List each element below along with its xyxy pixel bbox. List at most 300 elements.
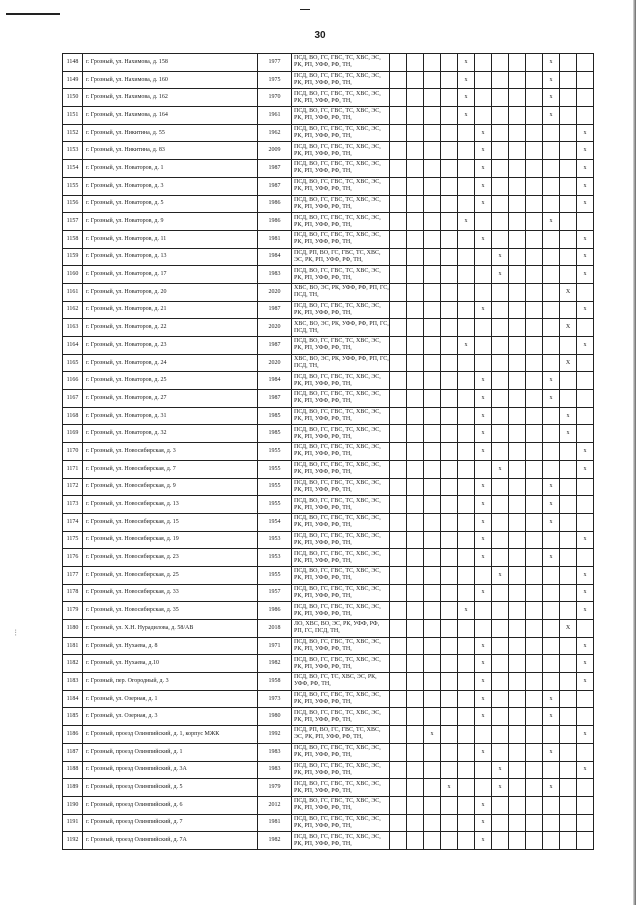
mark-cell [560, 726, 577, 744]
mark-cell [492, 796, 509, 814]
mark-cell: x [475, 160, 492, 178]
row-number-cell: 1172 [63, 478, 83, 496]
year-cell: 1957 [258, 584, 292, 602]
mark-cell [543, 266, 560, 284]
mark-cell [560, 372, 577, 390]
mark-cell [560, 690, 577, 708]
services-cell: ПСД, ВО, ГС, ГВС, ТС, ХВС, ЭС, РК, РП, УФФ, РФ, ТН, [292, 266, 390, 284]
table-row [63, 372, 594, 390]
mark-cell [560, 142, 577, 160]
services-cell: ПСД, ВО, ГС, ГВС, ТС, ХВС, ЭС, РК, РП, УФФ, РФ, ТН, [292, 54, 390, 72]
mark-cell [458, 177, 475, 195]
mark-cell [407, 337, 424, 355]
mark-cell: x [543, 478, 560, 496]
mark-cell [407, 266, 424, 284]
address-cell: г. Грозный, ул. Новаторов, д. 20 [83, 283, 258, 301]
year-cell: 1977 [258, 54, 292, 72]
mark-cell [492, 107, 509, 125]
mark-cell [407, 160, 424, 178]
mark-cell [390, 478, 407, 496]
year-cell: 1986 [258, 213, 292, 231]
services-cell: ПСД, ВО, ГС, ГВС, ТС, ХВС, ЭС, РК, РП, УФФ, РФ, ТН, [292, 814, 390, 832]
mark-cell [492, 160, 509, 178]
mark-cell: x [543, 779, 560, 797]
services-cell: ПСД, ВО, ГС, ГВС, ТС, ХВС, ЭС, РК, РП, УФФ, РФ, ТН, [292, 690, 390, 708]
mark-cell [458, 708, 475, 726]
mark-cell [407, 283, 424, 301]
row-number-cell: 1150 [63, 89, 83, 107]
mark-cell [509, 354, 526, 372]
mark-cell [509, 796, 526, 814]
mark-cell: x [458, 602, 475, 620]
mark-cell [526, 54, 543, 72]
address-cell: г. Грозный, ул. Х.Н. Нурадилова, д. 58/АВ [83, 620, 258, 638]
table-row [63, 319, 594, 337]
row-number-cell: 1154 [63, 160, 83, 178]
mark-cell: x [475, 513, 492, 531]
mark-cell [577, 620, 594, 638]
mark-cell [577, 372, 594, 390]
mark-cell [526, 160, 543, 178]
row-number-cell: 1164 [63, 337, 83, 355]
row-number-cell: 1166 [63, 372, 83, 390]
mark-cell [407, 213, 424, 231]
mark-cell: x [543, 496, 560, 514]
address-cell: г. Грозный, ул. Новаторов, д. 13 [83, 248, 258, 266]
mark-cell [509, 620, 526, 638]
mark-cell [577, 814, 594, 832]
row-number-cell: 1191 [63, 814, 83, 832]
address-cell: г. Грозный, ул. Новосибирская, д. 23 [83, 549, 258, 567]
mark-cell [509, 443, 526, 461]
mark-cell: x [577, 655, 594, 673]
mark-cell [458, 549, 475, 567]
mark-cell [560, 531, 577, 549]
mark-cell [441, 708, 458, 726]
mark-cell [458, 283, 475, 301]
mark-cell [560, 655, 577, 673]
mark-cell [458, 478, 475, 496]
mark-cell [424, 319, 441, 337]
mark-cell [492, 337, 509, 355]
address-cell: г. Грозный, ул. Новаторов, д. 9 [83, 213, 258, 231]
mark-cell [458, 796, 475, 814]
mark-cell [509, 673, 526, 691]
mark-cell [577, 496, 594, 514]
mark-cell [526, 743, 543, 761]
mark-cell: x [475, 372, 492, 390]
mark-cell [560, 54, 577, 72]
row-number-cell: 1169 [63, 425, 83, 443]
row-number-cell: 1159 [63, 248, 83, 266]
year-cell: 2018 [258, 620, 292, 638]
mark-cell: X [560, 283, 577, 301]
mark-cell [390, 54, 407, 72]
mark-cell [509, 71, 526, 89]
table-row [63, 832, 594, 850]
mark-cell [577, 796, 594, 814]
mark-cell: x [543, 89, 560, 107]
mark-cell [390, 407, 407, 425]
mark-cell [407, 248, 424, 266]
mark-cell [509, 177, 526, 195]
mark-cell [390, 496, 407, 514]
mark-cell [543, 319, 560, 337]
table-row [63, 142, 594, 160]
mark-cell [492, 372, 509, 390]
mark-cell [492, 726, 509, 744]
row-number-cell: 1158 [63, 230, 83, 248]
mark-cell [390, 107, 407, 125]
housing-register-table [62, 53, 594, 850]
mark-cell [560, 337, 577, 355]
year-cell: 1955 [258, 460, 292, 478]
table-row [63, 71, 594, 89]
mark-cell: x [560, 425, 577, 443]
address-cell: г. Грозный, ул. Новосибирская, д. 15 [83, 513, 258, 531]
mark-cell: x [543, 743, 560, 761]
mark-cell [509, 460, 526, 478]
mark-cell: x [458, 71, 475, 89]
year-cell: 1984 [258, 372, 292, 390]
mark-cell [424, 301, 441, 319]
mark-cell [577, 71, 594, 89]
scan-page-edge [633, 0, 636, 905]
mark-cell [526, 584, 543, 602]
mark-cell [475, 761, 492, 779]
mark-cell [441, 531, 458, 549]
mark-cell [526, 726, 543, 744]
mark-cell [526, 478, 543, 496]
mark-cell [424, 549, 441, 567]
mark-cell [441, 832, 458, 850]
mark-cell: x [475, 301, 492, 319]
mark-cell [424, 673, 441, 691]
table-row [63, 124, 594, 142]
mark-cell [390, 726, 407, 744]
mark-cell [390, 814, 407, 832]
mark-cell [458, 443, 475, 461]
mark-cell [390, 195, 407, 213]
mark-cell [492, 743, 509, 761]
mark-cell: x [492, 460, 509, 478]
mark-cell [475, 71, 492, 89]
mark-cell [509, 283, 526, 301]
mark-cell [509, 89, 526, 107]
mark-cell [475, 726, 492, 744]
mark-cell [509, 142, 526, 160]
row-number-cell: 1179 [63, 602, 83, 620]
mark-cell [492, 195, 509, 213]
mark-cell [441, 124, 458, 142]
mark-cell [475, 779, 492, 797]
mark-cell [560, 796, 577, 814]
mark-cell [577, 743, 594, 761]
address-cell: г. Грозный, ул. Новаторов, д. 23 [83, 337, 258, 355]
row-number-cell: 1188 [63, 761, 83, 779]
mark-cell [526, 531, 543, 549]
mark-cell: x [577, 301, 594, 319]
mark-cell [577, 107, 594, 125]
mark-cell: x [458, 213, 475, 231]
year-cell: 1970 [258, 89, 292, 107]
mark-cell [407, 496, 424, 514]
mark-cell [390, 425, 407, 443]
mark-cell [543, 177, 560, 195]
address-cell: г. Грозный, пер. Огородный, д. 3 [83, 673, 258, 691]
table-row [63, 248, 594, 266]
mark-cell [560, 160, 577, 178]
year-cell: 2009 [258, 142, 292, 160]
table-row [63, 283, 594, 301]
mark-cell [407, 177, 424, 195]
mark-cell: x [543, 690, 560, 708]
mark-cell [526, 637, 543, 655]
services-cell: ПСД, ВО, ГС, ГВС, ТС, ХВС, ЭС, РК, РП, УФФ, РФ, ТН, [292, 160, 390, 178]
table-row [63, 549, 594, 567]
mark-cell [543, 637, 560, 655]
year-cell: 1980 [258, 708, 292, 726]
mark-cell [492, 124, 509, 142]
table-row [63, 637, 594, 655]
mark-cell [407, 390, 424, 408]
mark-cell [458, 814, 475, 832]
mark-cell [577, 354, 594, 372]
mark-cell [577, 407, 594, 425]
mark-cell [560, 460, 577, 478]
address-cell: г. Грозный, ул. Новаторов, д. 17 [83, 266, 258, 284]
address-cell: г. Грозный, ул. Новаторов, д. 3 [83, 177, 258, 195]
mark-cell [441, 690, 458, 708]
year-cell: 1987 [258, 390, 292, 408]
mark-cell [441, 584, 458, 602]
mark-cell: x [475, 230, 492, 248]
mark-cell [492, 425, 509, 443]
mark-cell [526, 566, 543, 584]
address-cell: г. Грозный, ул. Новосибирская, д. 7 [83, 460, 258, 478]
row-number-cell: 1178 [63, 584, 83, 602]
mark-cell [441, 248, 458, 266]
mark-cell [407, 637, 424, 655]
year-cell: 1987 [258, 160, 292, 178]
table-row [63, 726, 594, 744]
mark-cell [543, 248, 560, 266]
mark-cell [441, 655, 458, 673]
mark-cell [492, 708, 509, 726]
mark-cell [407, 620, 424, 638]
mark-cell [390, 301, 407, 319]
mark-cell [509, 248, 526, 266]
mark-cell [509, 708, 526, 726]
year-cell: 1986 [258, 195, 292, 213]
table-row [63, 160, 594, 178]
mark-cell [509, 743, 526, 761]
mark-cell [407, 301, 424, 319]
address-cell: г. Грозный, ул. Новаторов, д. 32 [83, 425, 258, 443]
mark-cell [441, 337, 458, 355]
mark-cell [390, 832, 407, 850]
mark-cell [424, 372, 441, 390]
mark-cell [441, 107, 458, 125]
services-cell: ПСД, ВО, ГС, ГВС, ТС, ХВС, ЭС, РК, РП, УФФ, РФ, ТН, [292, 796, 390, 814]
mark-cell [407, 142, 424, 160]
row-number-cell: 1161 [63, 283, 83, 301]
address-cell: г. Грозный, ул. Новаторов, д. 11 [83, 230, 258, 248]
mark-cell [458, 726, 475, 744]
mark-cell [475, 354, 492, 372]
address-cell: г. Грозный, ул. Озерная, д. 1 [83, 690, 258, 708]
mark-cell [492, 549, 509, 567]
mark-cell [390, 213, 407, 231]
mark-cell [492, 54, 509, 72]
mark-cell [543, 354, 560, 372]
mark-cell [492, 443, 509, 461]
mark-cell [543, 761, 560, 779]
mark-cell [458, 513, 475, 531]
mark-cell [509, 54, 526, 72]
mark-cell [458, 248, 475, 266]
services-cell: ПСД, ВО, ГС, ГВС, ТС, ХВС, ЭС, РК, РП, УФФ, РФ, ТН, [292, 142, 390, 160]
mark-cell [424, 814, 441, 832]
row-number-cell: 1173 [63, 496, 83, 514]
row-number-cell: 1148 [63, 54, 83, 72]
mark-cell [526, 513, 543, 531]
services-cell: ПСД, ВО, ГС, ГВС, ТС, ХВС, ЭС, РК, РП, УФФ, РФ, ТН, [292, 460, 390, 478]
mark-cell [492, 89, 509, 107]
mark-cell [543, 531, 560, 549]
year-cell: 1955 [258, 478, 292, 496]
mark-cell [543, 195, 560, 213]
mark-cell [424, 89, 441, 107]
mark-cell [560, 814, 577, 832]
mark-cell [492, 531, 509, 549]
mark-cell [492, 637, 509, 655]
services-cell: ПСД, ВО, ГС, ГВС, ТС, ХВС, ЭС, РК, РП, УФФ, РФ, ТН, [292, 213, 390, 231]
mark-cell [509, 637, 526, 655]
mark-cell [492, 602, 509, 620]
mark-cell [543, 620, 560, 638]
mark-cell: x [577, 460, 594, 478]
mark-cell [475, 283, 492, 301]
mark-cell [390, 513, 407, 531]
mark-cell [526, 690, 543, 708]
mark-cell [577, 549, 594, 567]
mark-cell [424, 690, 441, 708]
mark-cell [407, 531, 424, 549]
mark-cell: x [475, 177, 492, 195]
services-cell: ПСД, ВО, ГС, ГВС, ТС, ХВС, ЭС, РК, РП, УФФ, РФ, ТН, [292, 478, 390, 496]
mark-cell [407, 425, 424, 443]
mark-cell [526, 460, 543, 478]
mark-cell [577, 779, 594, 797]
address-cell: г. Грозный, ул. Новаторов, д. 27 [83, 390, 258, 408]
mark-cell [424, 283, 441, 301]
address-cell: г. Грозный, проезд Олимпийский, д. 1, корпус МЖК [83, 726, 258, 744]
row-number-cell: 1174 [63, 513, 83, 531]
mark-cell [424, 390, 441, 408]
services-cell: ПСД, ВО, ГС, ГВС, ТС, ХВС, ЭС, РК, РП, УФФ, РФ, ТН, [292, 177, 390, 195]
mark-cell [543, 124, 560, 142]
mark-cell [407, 814, 424, 832]
mark-cell [492, 230, 509, 248]
mark-cell [441, 301, 458, 319]
mark-cell [526, 814, 543, 832]
mark-cell [458, 301, 475, 319]
mark-cell: x [577, 761, 594, 779]
mark-cell [441, 213, 458, 231]
mark-cell [543, 425, 560, 443]
mark-cell: x [475, 584, 492, 602]
mark-cell [492, 71, 509, 89]
address-cell: г. Грозный, ул. Новаторов, д. 31 [83, 407, 258, 425]
mark-cell [441, 266, 458, 284]
mark-cell: x [543, 372, 560, 390]
mark-cell: x [577, 602, 594, 620]
mark-cell [560, 266, 577, 284]
mark-cell [475, 602, 492, 620]
row-number-cell: 1187 [63, 743, 83, 761]
row-number-cell: 1184 [63, 690, 83, 708]
services-cell: ПСД, ВО, ГС, ГВС, ТС, ХВС, ЭС, РК, РП, УФФ, РФ, ТН, [292, 195, 390, 213]
mark-cell [407, 443, 424, 461]
mark-cell: x [475, 496, 492, 514]
mark-cell [560, 761, 577, 779]
mark-cell [458, 637, 475, 655]
mark-cell [492, 496, 509, 514]
mark-cell: x [543, 213, 560, 231]
mark-cell [458, 425, 475, 443]
mark-cell: x [475, 407, 492, 425]
services-cell: ПСД, ВО, ГС, ГВС, ТС, ХВС, ЭС, РК, РП, УФФ, РФ, ТН, [292, 372, 390, 390]
year-cell: 2012 [258, 796, 292, 814]
mark-cell [407, 743, 424, 761]
mark-cell: x [577, 160, 594, 178]
services-cell: ПСД, ВО, ГС, ГВС, ТС, ХВС, ЭС, РК, РП, УФФ, РФ, ТН, [292, 425, 390, 443]
mark-cell [492, 390, 509, 408]
services-cell: ХВС, ВО, ЭС, РК, УФФ, РФ, РП, ГС, ПСД, ТН, [292, 354, 390, 372]
year-cell: 1992 [258, 726, 292, 744]
services-cell: ПСД, ВО, ГС, ГВС, ТС, ХВС, ЭС, РК, РП, УФФ, РФ, ТН, [292, 531, 390, 549]
year-cell: 1955 [258, 496, 292, 514]
mark-cell: X [560, 620, 577, 638]
mark-cell [492, 832, 509, 850]
mark-cell [560, 832, 577, 850]
table-row [63, 513, 594, 531]
year-cell: 1987 [258, 337, 292, 355]
mark-cell: x [543, 549, 560, 567]
mark-cell [407, 460, 424, 478]
mark-cell [441, 602, 458, 620]
mark-cell [424, 460, 441, 478]
table-row [63, 620, 594, 638]
mark-cell [492, 301, 509, 319]
table-row [63, 213, 594, 231]
mark-cell [441, 54, 458, 72]
mark-cell [577, 708, 594, 726]
page-number: 30 [314, 30, 326, 41]
mark-cell: x [543, 54, 560, 72]
services-cell: ПСД, ВО, ГС, ГВС, ТС, ХВС, ЭС, РК, РП, УФФ, РФ, ТН, [292, 584, 390, 602]
mark-cell [458, 566, 475, 584]
mark-cell [424, 584, 441, 602]
mark-cell: x [475, 549, 492, 567]
mark-cell: x [458, 89, 475, 107]
mark-cell [509, 513, 526, 531]
mark-cell [560, 177, 577, 195]
row-number-cell: 1180 [63, 620, 83, 638]
mark-cell [390, 566, 407, 584]
year-cell: 1985 [258, 425, 292, 443]
